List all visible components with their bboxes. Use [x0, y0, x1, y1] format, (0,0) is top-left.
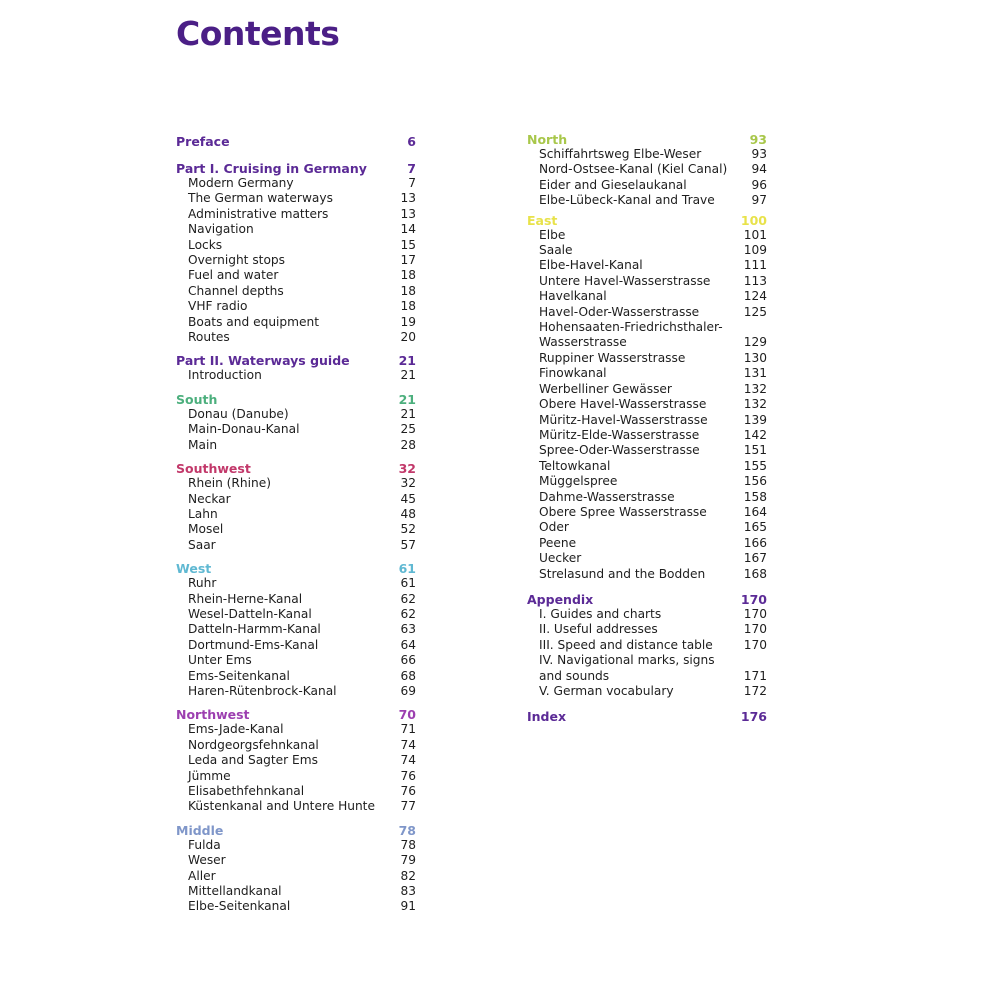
toc-entry[interactable]: [176, 869, 416, 884]
entry-page-number: 91: [400, 899, 416, 914]
toc-entry[interactable]: [527, 178, 767, 193]
entry-page-number: 94: [751, 162, 767, 177]
section-heading[interactable]: [527, 132, 767, 147]
toc-entry[interactable]: [527, 228, 767, 243]
entry-page-number: 164: [743, 504, 767, 519]
entry-page-number: 52: [400, 522, 416, 537]
toc-section-north: [527, 132, 767, 209]
entry-page-number: 45: [400, 491, 416, 506]
toc-entry[interactable]: [527, 243, 767, 258]
entry-page-number: 66: [400, 653, 416, 668]
toc-entry[interactable]: [527, 638, 767, 653]
section-title: South: [176, 391, 218, 407]
entry-title: I. Guides and charts: [539, 606, 662, 621]
entry-title: Elbe-Havel-Kanal: [539, 258, 643, 273]
entry-title: Obere Havel-Wasserstrasse: [539, 397, 707, 412]
entry-page-number: 167: [743, 551, 767, 566]
toc-entry[interactable]: [176, 653, 416, 668]
entry-title: Elbe: [539, 227, 566, 242]
toc-entry[interactable]: [527, 351, 767, 366]
entry-title: Modern Germany: [188, 176, 294, 190]
entry-title: Boats and equipment: [188, 314, 320, 329]
section-page-number: 93: [749, 132, 767, 147]
toc-entry[interactable]: [176, 738, 416, 753]
toc-entry[interactable]: [176, 538, 416, 553]
entry-title: Donau (Danube): [188, 406, 289, 421]
entry-page-number: 68: [400, 668, 416, 683]
entry-page-number: 142: [743, 427, 767, 442]
entry-title: Uecker: [539, 551, 582, 566]
toc-entry[interactable]: [527, 622, 767, 637]
entry-title: Mittellandkanal: [188, 884, 282, 899]
entry-title: Untere Havel-Wasserstrasse: [539, 273, 711, 288]
toc-entry[interactable]: [527, 443, 767, 458]
section-page-number: 6: [407, 134, 416, 149]
toc-left-column: [176, 132, 416, 915]
entry-title: Finowkanal: [539, 366, 607, 381]
entry-page-number: 76: [400, 784, 416, 798]
section-title: Part I. Cruising in Germany: [176, 161, 367, 176]
entry-page-number: 158: [743, 489, 767, 504]
entry-title: Nordgeorgsfehnkanal: [188, 737, 319, 752]
entry-page-number: 20: [400, 330, 416, 345]
entry-page-number: 57: [400, 537, 416, 552]
entry-title: Müritz-Havel-Wasserstrasse: [539, 412, 708, 427]
entry-title: Eider and Gieselaukanal: [539, 177, 687, 192]
entry-title: Ems-Seitenkanal: [188, 668, 290, 683]
section-heading[interactable]: [176, 461, 416, 476]
entry-title: Administrative matters: [188, 206, 329, 221]
section-heading[interactable]: [527, 213, 767, 228]
entry-title: Oder: [539, 520, 569, 535]
entry-title: Werbelliner Gewässer: [539, 381, 672, 396]
entry-page-number: 111: [743, 258, 767, 273]
toc-section-part-ii-waterways-guide: [176, 353, 416, 383]
entry-page-number: 165: [743, 520, 767, 535]
toc-entry[interactable]: [527, 162, 767, 177]
section-title: Preface: [176, 134, 230, 149]
toc-entry[interactable]: [527, 382, 767, 397]
entry-title: Hohensaaten-Friedrichsthaler- Wasserstrasse: [539, 320, 723, 350]
entry-title: Datteln-Harmm-Kanal: [188, 622, 321, 637]
toc-entry[interactable]: [176, 576, 416, 591]
entry-page-number: 130: [743, 350, 767, 365]
section-title: East: [527, 212, 558, 228]
toc-entry[interactable]: [176, 507, 416, 522]
entry-title: Elbe-Lübeck-Kanal and Trave: [539, 193, 715, 208]
toc-entry[interactable]: [176, 330, 416, 345]
entry-page-number: 129: [743, 335, 767, 350]
entry-title: Schiffahrtsweg Elbe-Weser: [539, 147, 702, 161]
section-title: Northwest: [176, 707, 250, 723]
toc-entry[interactable]: [176, 592, 416, 607]
toc-entry[interactable]: [176, 884, 416, 899]
entry-page-number: 61: [400, 576, 416, 591]
toc-entry[interactable]: [527, 684, 767, 699]
toc-entry[interactable]: [527, 490, 767, 505]
entry-page-number: 151: [743, 443, 767, 458]
toc-entry[interactable]: [176, 899, 416, 914]
entry-title: Weser: [188, 853, 226, 868]
entry-page-number: 171: [743, 668, 767, 683]
section-heading[interactable]: [176, 707, 416, 722]
entry-title: Obere Spree Wasserstrasse: [539, 504, 707, 519]
entry-page-number: 97: [751, 193, 767, 208]
toc-entry[interactable]: [176, 422, 416, 437]
entry-title: Main: [188, 437, 218, 452]
entry-title: V. German vocabulary: [539, 684, 674, 698]
section-page-number: 170: [740, 591, 767, 607]
toc-entry[interactable]: [176, 769, 416, 784]
toc-entry[interactable]: [527, 289, 767, 304]
entry-page-number: 13: [400, 206, 416, 221]
toc-entry[interactable]: [527, 520, 767, 535]
section-page-number: 78: [398, 822, 416, 838]
entry-page-number: 156: [743, 474, 767, 489]
entry-page-number: 13: [400, 191, 416, 206]
toc-entry[interactable]: [176, 315, 416, 330]
toc-entry[interactable]: [527, 653, 767, 684]
section-heading[interactable]: [176, 392, 416, 407]
toc-entry[interactable]: [176, 476, 416, 491]
toc-entry[interactable]: [176, 853, 416, 868]
entry-page-number: 19: [400, 314, 416, 329]
toc-section-south: [176, 392, 416, 453]
toc-entry[interactable]: [176, 191, 416, 206]
entry-title: Routes: [188, 330, 230, 345]
entry-title: Nord-Ostsee-Kanal (Kiel Canal): [539, 162, 728, 177]
entry-page-number: 170: [743, 622, 767, 637]
toc-entry[interactable]: [176, 238, 416, 253]
section-page-number: 21: [398, 353, 416, 369]
entry-title: Introduction: [188, 368, 262, 383]
section-page-number: 61: [398, 561, 416, 577]
entry-title: Mosel: [188, 522, 224, 537]
entry-page-number: 74: [400, 753, 416, 768]
entry-page-number: 32: [400, 476, 416, 491]
toc-entry[interactable]: [527, 274, 767, 289]
entry-title: Havelkanal: [539, 289, 607, 304]
entry-page-number: 63: [400, 622, 416, 637]
toc-entry[interactable]: [176, 669, 416, 684]
toc-entry[interactable]: [527, 474, 767, 489]
entry-page-number: 82: [400, 868, 416, 883]
entry-title: Unter Ems: [188, 653, 252, 668]
toc-entry[interactable]: [176, 522, 416, 537]
entry-page-number: 25: [400, 422, 416, 437]
toc-entry[interactable]: [176, 607, 416, 622]
toc-entry[interactable]: [527, 428, 767, 443]
entry-title: Rhein (Rhine): [188, 476, 271, 491]
toc-entry[interactable]: [176, 222, 416, 237]
entry-title: Dortmund-Ems-Kanal: [188, 637, 319, 652]
entry-page-number: 131: [743, 366, 767, 381]
section-title: North: [527, 132, 568, 147]
toc-entry[interactable]: [527, 567, 767, 582]
section-title: Middle: [176, 822, 224, 838]
page-title: Contents: [176, 14, 340, 53]
entry-page-number: 170: [743, 606, 767, 621]
section-heading[interactable]: [176, 353, 416, 368]
toc-entry[interactable]: [527, 366, 767, 381]
toc-section-part-i-cruising-in-germany: [176, 161, 416, 345]
entry-page-number: 64: [400, 637, 416, 652]
toc-entry[interactable]: [527, 536, 767, 551]
section-title: West: [176, 561, 212, 577]
entry-page-number: 62: [400, 606, 416, 621]
entry-title: Ems-Jade-Kanal: [188, 722, 284, 737]
entry-page-number: 109: [743, 243, 767, 258]
entry-title: Fuel and water: [188, 268, 279, 283]
toc-entry[interactable]: [176, 799, 416, 814]
toc-section-southwest: [176, 461, 416, 553]
entry-title: The German waterways: [188, 191, 333, 206]
toc-entry[interactable]: [527, 413, 767, 428]
entry-title: Müritz-Elde-Wasserstrasse: [539, 427, 700, 442]
toc-entry[interactable]: [527, 397, 767, 412]
section-page-number: 32: [398, 461, 416, 477]
toc-entry[interactable]: [176, 207, 416, 222]
section-heading[interactable]: [176, 823, 416, 838]
entry-page-number: 83: [400, 884, 416, 899]
toc-entry[interactable]: [527, 607, 767, 622]
toc-entry[interactable]: [176, 299, 416, 314]
entry-page-number: 172: [743, 684, 767, 698]
entry-title: Jümme: [188, 768, 231, 783]
toc-section-east: [527, 213, 767, 582]
toc-entry[interactable]: [176, 753, 416, 768]
section-page-number: 100: [740, 212, 767, 228]
entry-page-number: 17: [400, 253, 416, 268]
toc-entry[interactable]: [176, 784, 416, 799]
entry-page-number: 113: [743, 273, 767, 288]
toc-section-west: [176, 561, 416, 699]
entry-title: VHF radio: [188, 299, 248, 314]
toc-entry[interactable]: [527, 193, 767, 208]
entry-page-number: 15: [400, 237, 416, 252]
section-heading[interactable]: [176, 161, 416, 176]
entry-title: Haren-Rütenbrock-Kanal: [188, 683, 337, 698]
toc-entry[interactable]: [176, 638, 416, 653]
entry-page-number: 168: [743, 566, 767, 581]
entry-title: Saar: [188, 537, 216, 552]
toc-entry[interactable]: [527, 258, 767, 273]
entry-title: Navigation: [188, 222, 254, 237]
entry-page-number: 76: [400, 768, 416, 783]
entry-page-number: 124: [743, 289, 767, 304]
toc-entry[interactable]: [176, 407, 416, 422]
toc-entry[interactable]: [176, 253, 416, 268]
entry-title: Elisabethfehnkanal: [188, 784, 305, 798]
toc-entry[interactable]: [176, 492, 416, 507]
toc-entry[interactable]: [527, 305, 767, 320]
entry-title: Ruhr: [188, 576, 217, 591]
entry-page-number: 132: [743, 381, 767, 396]
entry-title: Rhein-Herne-Kanal: [188, 591, 303, 606]
toc-entry[interactable]: [176, 176, 416, 191]
toc-section-middle: [176, 823, 416, 915]
entry-page-number: 96: [751, 177, 767, 192]
toc-entry[interactable]: [527, 505, 767, 520]
entry-page-number: 78: [400, 837, 416, 852]
entry-page-number: 71: [400, 722, 416, 737]
toc-entry[interactable]: [176, 684, 416, 699]
entry-page-number: 132: [743, 397, 767, 412]
entry-page-number: 77: [400, 799, 416, 814]
entry-page-number: 18: [400, 268, 416, 283]
toc-section-appendix: [527, 592, 767, 699]
toc-section-index: [527, 709, 767, 724]
entry-title: Wesel-Datteln-Kanal: [188, 606, 312, 621]
section-page-number: 176: [740, 709, 767, 725]
section-page-number: 7: [407, 161, 416, 176]
entry-title: Strelasund and the Bodden: [539, 566, 706, 581]
entry-title: Channel depths: [188, 283, 284, 298]
toc-entry[interactable]: [527, 551, 767, 566]
section-title: Index: [527, 709, 567, 725]
entry-page-number: 21: [400, 368, 416, 383]
section-title: Southwest: [176, 461, 251, 477]
entry-page-number: 21: [400, 406, 416, 421]
entry-title: Lahn: [188, 506, 218, 521]
entry-page-number: 69: [400, 683, 416, 698]
section-page-number: 21: [398, 391, 416, 407]
entry-title: Dahme-Wasserstrasse: [539, 489, 675, 504]
entry-title: Havel-Oder-Wasserstrasse: [539, 304, 700, 319]
section-title: Part II. Waterways guide: [176, 353, 350, 369]
toc-section-northwest: [176, 707, 416, 814]
entry-title: Ruppiner Wasserstrasse: [539, 350, 686, 365]
entry-title: Aller: [188, 868, 216, 883]
toc-entry[interactable]: [176, 838, 416, 853]
entry-title: Küstenkanal and Untere Hunte: [188, 799, 375, 814]
toc-section-preface: [176, 134, 416, 149]
section-page-number: 70: [398, 707, 416, 723]
section-heading[interactable]: [527, 709, 767, 724]
entry-title: Peene: [539, 535, 577, 550]
toc-entry[interactable]: [176, 284, 416, 299]
entry-title: Neckar: [188, 491, 231, 506]
entry-page-number: 155: [743, 458, 767, 473]
entry-title: II. Useful addresses: [539, 622, 658, 637]
entry-page-number: 125: [743, 304, 767, 319]
toc-entry[interactable]: [176, 368, 416, 383]
entry-title: Elbe-Seitenkanal: [188, 899, 291, 914]
entry-page-number: 48: [400, 506, 416, 521]
section-heading[interactable]: [176, 561, 416, 576]
entry-title: Fulda: [188, 837, 221, 852]
entry-page-number: 93: [751, 147, 767, 161]
entry-page-number: 18: [400, 299, 416, 314]
entry-page-number: 7: [408, 176, 416, 190]
entry-page-number: 166: [743, 535, 767, 550]
entry-title: IV. Navigational marks, signs and sounds: [539, 653, 715, 683]
entry-page-number: 62: [400, 591, 416, 606]
entry-page-number: 14: [400, 222, 416, 237]
entry-page-number: 18: [400, 283, 416, 298]
entry-page-number: 139: [743, 412, 767, 427]
entry-title: Teltowkanal: [539, 458, 611, 473]
toc-entry[interactable]: [176, 268, 416, 283]
section-title: Appendix: [527, 591, 594, 607]
toc-entry[interactable]: [527, 320, 767, 351]
entry-page-number: 74: [400, 737, 416, 752]
entry-title: Leda and Sagter Ems: [188, 753, 318, 768]
toc-entry[interactable]: [527, 147, 767, 162]
entry-title: Locks: [188, 237, 223, 252]
toc-entry[interactable]: [527, 459, 767, 474]
entry-title: Overnight stops: [188, 253, 285, 268]
section-heading[interactable]: [527, 592, 767, 607]
entry-title: Spree-Oder-Wasserstrasse: [539, 443, 700, 458]
entry-page-number: 28: [400, 437, 416, 452]
entry-page-number: 79: [400, 853, 416, 868]
entry-page-number: 170: [743, 637, 767, 652]
toc-right-column: [527, 132, 767, 724]
toc-entry[interactable]: [176, 622, 416, 637]
toc-entry[interactable]: [176, 722, 416, 737]
entry-title: Saale: [539, 243, 573, 258]
entry-title: Main-Donau-Kanal: [188, 422, 300, 437]
entry-title: III. Speed and distance table: [539, 637, 713, 652]
entry-title: Müggelspree: [539, 474, 618, 489]
entry-page-number: 101: [743, 227, 767, 242]
section-heading[interactable]: [176, 134, 416, 149]
toc-entry[interactable]: [176, 438, 416, 453]
